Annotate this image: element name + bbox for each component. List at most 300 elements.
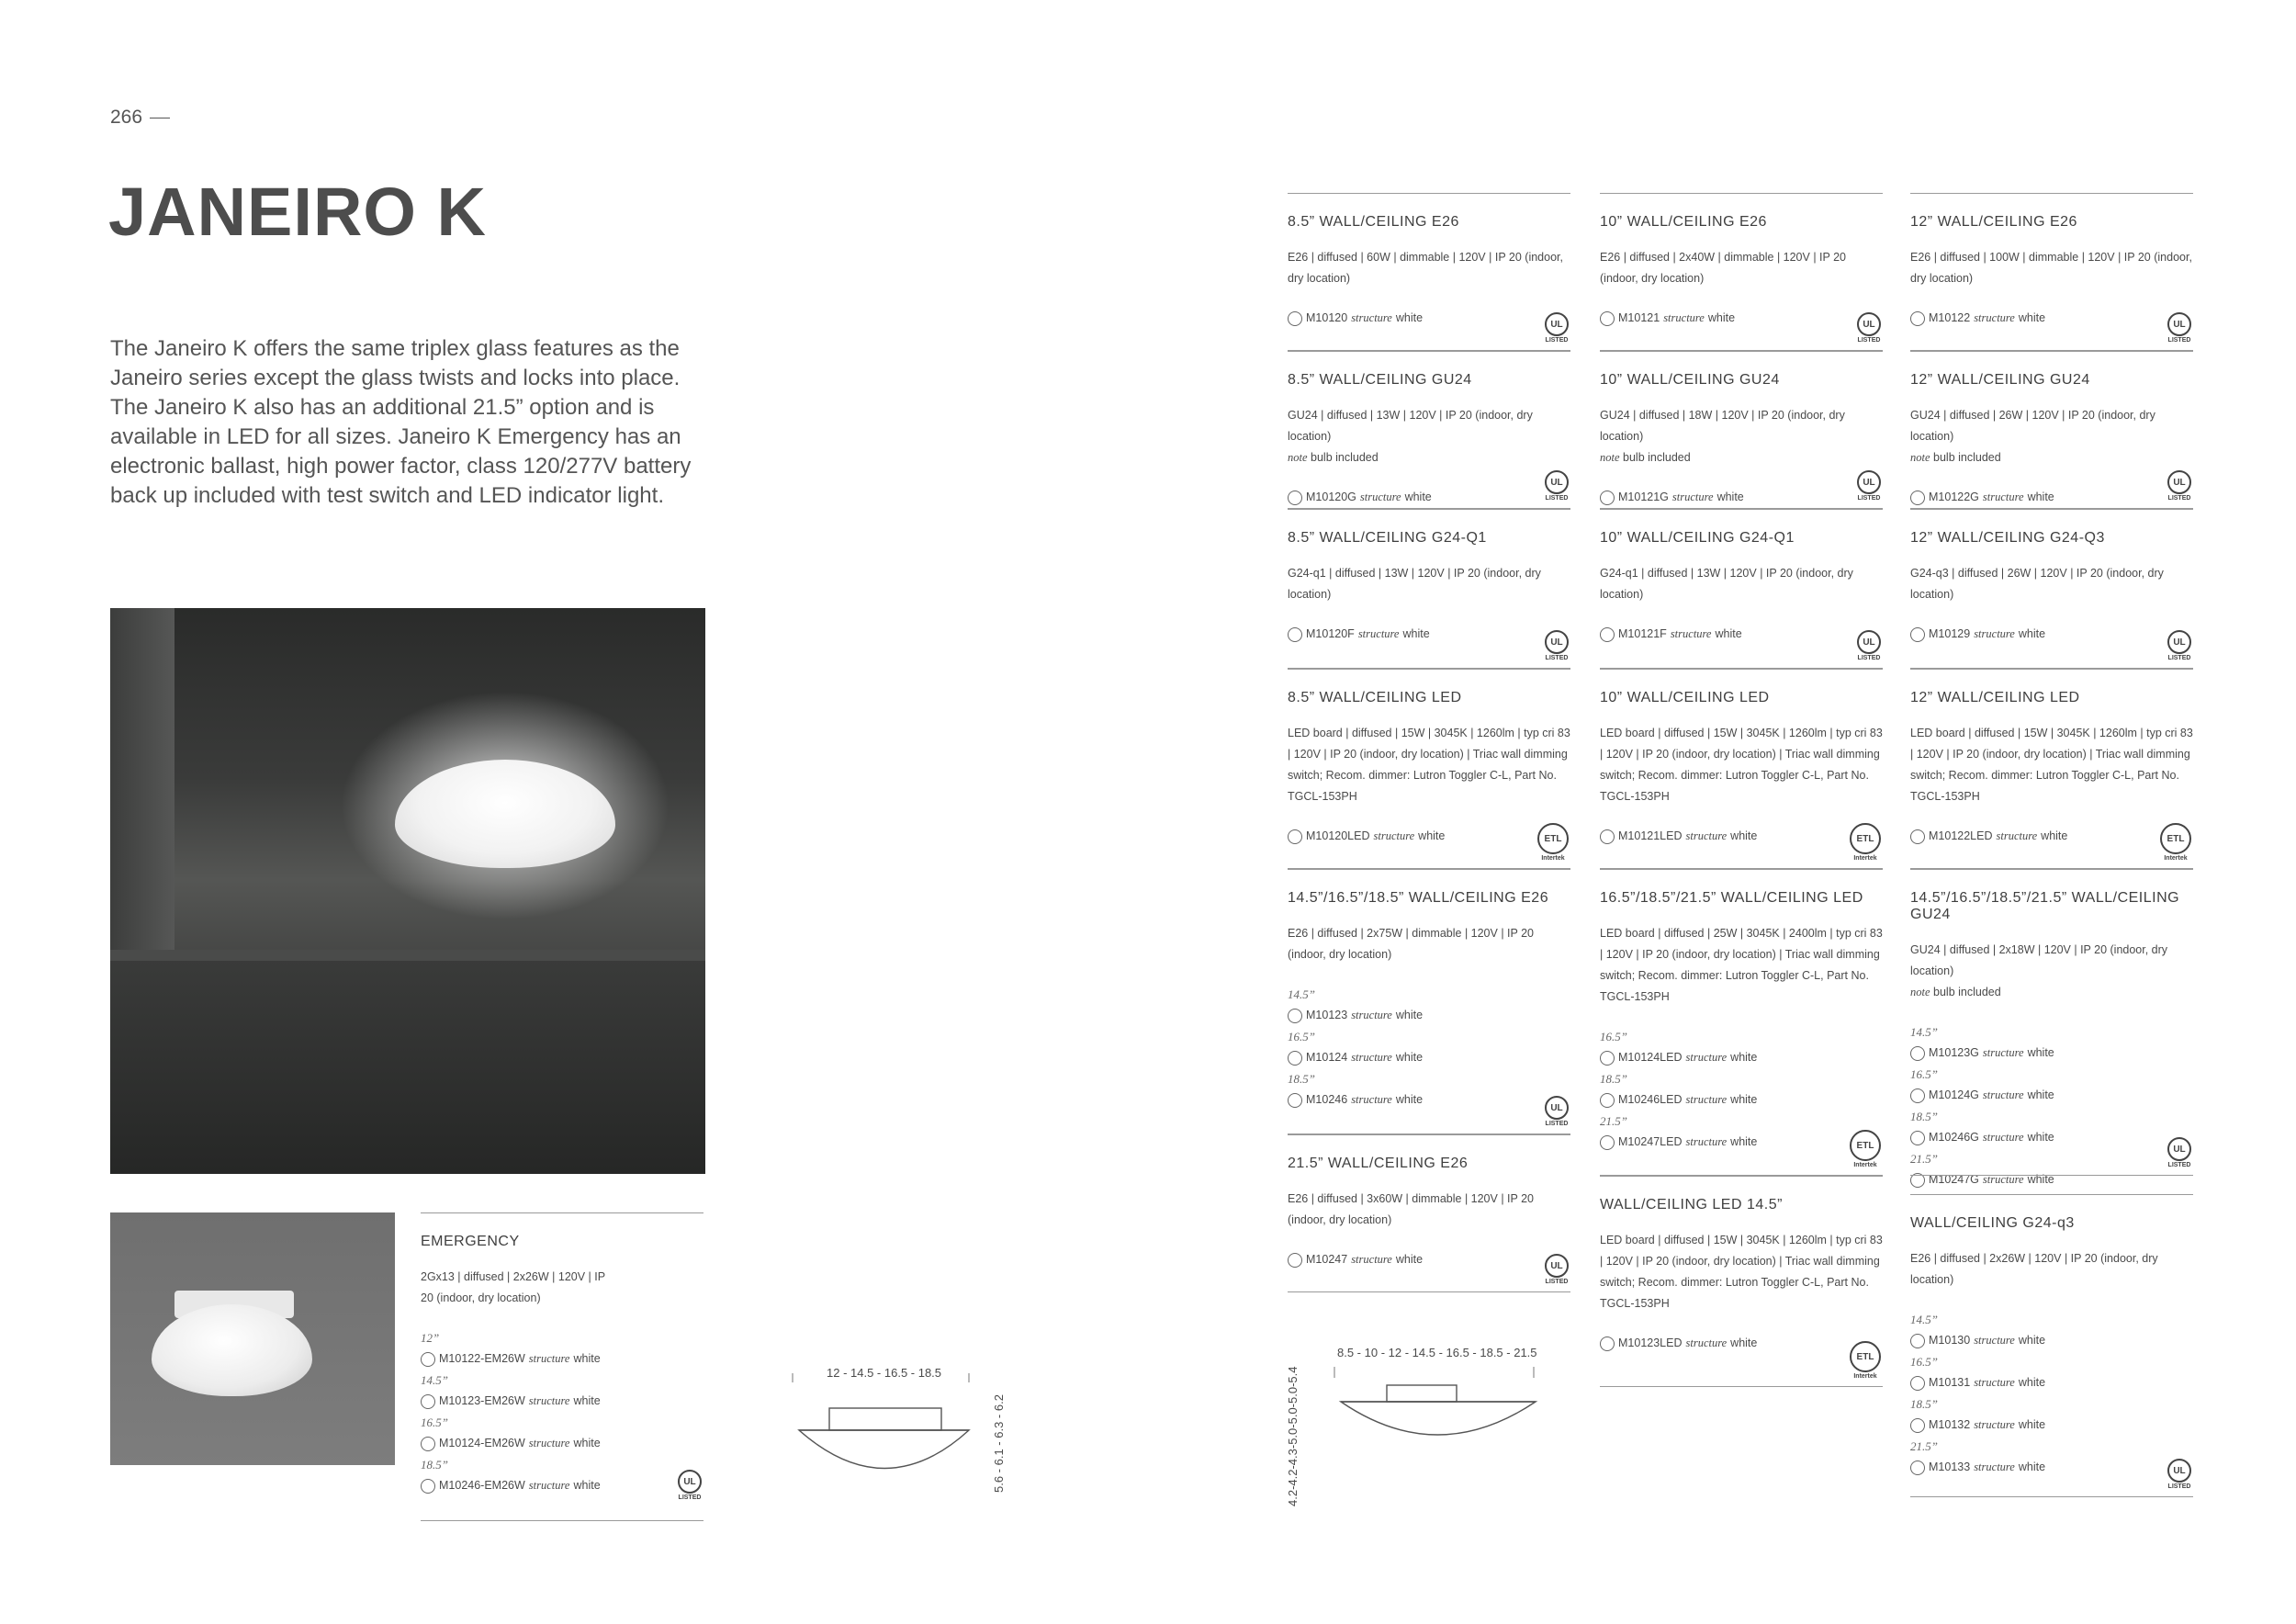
spec-block	[1910, 869, 2193, 1186]
ul-listed-icon	[1545, 1096, 1569, 1127]
spec-desc: E26 | diffused | 100W | dimmable | 120V | IP 20 (indoor, dry location)	[1910, 251, 2192, 285]
note-label: note	[1910, 986, 1930, 998]
note-text: bulb included	[1623, 451, 1691, 464]
cert-mark: UL	[1857, 630, 1881, 654]
finish: white	[2018, 1418, 2046, 1431]
cert-label: Intertek	[2164, 855, 2188, 862]
dimension-width-label: 8.5 - 10 - 12 - 14.5 - 16.5 - 18.5 - 21.5	[1337, 1346, 1537, 1359]
ul-listed-icon	[1545, 312, 1569, 344]
spec-block	[1288, 669, 1570, 869]
select-circle-icon[interactable]	[1600, 627, 1615, 642]
spec-title: 8.5” WALL/CEILING GU24	[1288, 372, 1472, 388]
variant-row[interactable]	[421, 1348, 703, 1370]
select-circle-icon[interactable]	[1288, 491, 1302, 505]
select-circle-icon[interactable]	[1600, 1135, 1615, 1150]
ul-listed-icon	[1545, 470, 1569, 502]
variant-row[interactable]	[1288, 487, 1570, 508]
structure-label: structure	[1671, 491, 1714, 503]
variant-list	[1910, 487, 2193, 508]
variant-list	[1910, 1021, 2193, 1190]
finish: white	[2027, 1088, 2054, 1101]
structure-label: structure	[1974, 1376, 2015, 1389]
cert-mark: UL	[1545, 630, 1569, 654]
finish: white	[1418, 829, 1446, 842]
variant-size: 18.5”	[1910, 1397, 1938, 1411]
spec-title: 12” WALL/CEILING G24-Q3	[1910, 530, 2105, 546]
variant-list	[421, 1327, 703, 1496]
spec-title: 8.5” WALL/CEILING E26	[1288, 214, 1459, 230]
select-circle-icon[interactable]	[1600, 1336, 1615, 1351]
ul-listed-icon: UL LISTED	[678, 1470, 702, 1501]
finish: white	[573, 1437, 601, 1449]
cert-label: LISTED	[1545, 337, 1569, 344]
variant-size: 14.5”	[1910, 1025, 1938, 1039]
cert-label: LISTED	[2167, 337, 2191, 344]
cert-mark: UL	[2167, 630, 2191, 654]
diagram-ceiling-profile	[1332, 1367, 1543, 1468]
variant-row[interactable]	[1910, 826, 2193, 847]
product-code: M10121G	[1618, 491, 1669, 503]
lamp-shade	[152, 1304, 312, 1396]
finish: white	[2027, 1046, 2054, 1059]
structure-label: structure	[1974, 1334, 2015, 1347]
cert-label: LISTED	[2167, 1162, 2191, 1168]
spec-desc: GU24 | diffused | 2x18W | 120V | IP 20 (indoor, dry location)	[1910, 943, 2168, 977]
finish: white	[573, 1352, 601, 1365]
spec-desc: E26 | diffused | 2x40W | dimmable | 120V | IP 20 (indoor, dry location)	[1600, 251, 1847, 285]
variant-size: 14.5”	[1910, 1313, 1938, 1326]
spec-block	[1910, 351, 2193, 509]
spec-desc: 2Gx13 | diffused | 2x26W | 120V | IP 20 (indoor, dry location)	[421, 1270, 605, 1304]
variant-list	[1910, 624, 2193, 645]
spec-block	[1910, 669, 2193, 869]
cert-label: Intertek	[1853, 1373, 1877, 1380]
cert-label: LISTED	[2167, 655, 2191, 661]
etl-intertek-icon	[1537, 823, 1569, 862]
spec-rule	[1600, 869, 1883, 870]
spec-note	[1600, 447, 1883, 468]
finish: white	[1730, 1336, 1758, 1349]
variant-size: 16.5”	[1910, 1067, 1938, 1081]
spec-rule	[1910, 351, 2193, 352]
select-circle-icon[interactable]	[1288, 1009, 1302, 1023]
finish: white	[1395, 1093, 1424, 1106]
spec-rule	[421, 1520, 703, 1521]
intro-paragraph: The Janeiro K also has an additional 21.5” option and is available in LED for all sizes. Janeiro K Emergency has an electronic ballast, high power factor, class 120/277V battery back up included with test switch and LED indicator light.	[110, 395, 692, 508]
finish: white	[1730, 1135, 1758, 1148]
select-circle-icon[interactable]	[1600, 829, 1615, 844]
variant-row[interactable]	[1910, 1415, 2193, 1436]
spec-desc: G24-q1 | diffused | 13W | 120V | IP 20 (indoor, dry location)	[1600, 567, 1853, 601]
spec-rule	[1910, 1194, 2193, 1195]
select-circle-icon[interactable]	[1910, 491, 1925, 505]
variant-size: 21.5”	[1910, 1152, 1938, 1166]
variant-list	[1600, 487, 1883, 508]
variant-size: 16.5”	[1910, 1355, 1938, 1369]
ul-listed-icon	[2167, 630, 2191, 661]
structure-label: structure	[1670, 627, 1712, 640]
variant-size: 21.5”	[1910, 1439, 1938, 1453]
spec-rule	[1910, 509, 2193, 510]
variant-row[interactable]	[1600, 1089, 1883, 1111]
variant-list	[1288, 1249, 1570, 1270]
structure-label: structure	[1982, 1088, 2024, 1101]
variant-size: 18.5”	[1910, 1110, 1938, 1123]
spec-title: 10” WALL/CEILING GU24	[1600, 372, 1780, 388]
spec-desc: E26 | diffused | 2x26W | 120V | IP 20 (indoor, dry location)	[1910, 1252, 2158, 1286]
finish: white	[1402, 627, 1430, 640]
select-circle-icon[interactable]	[1910, 1046, 1925, 1061]
cert-label: LISTED	[1545, 655, 1569, 661]
finish: white	[1716, 491, 1744, 503]
structure-label: structure	[1974, 627, 2015, 640]
spec-rule	[1288, 1134, 1570, 1135]
select-circle-icon[interactable]	[421, 1479, 435, 1494]
variant-row[interactable]	[421, 1433, 703, 1454]
structure-label: structure	[1357, 627, 1400, 640]
etl-intertek-icon	[1850, 1130, 1881, 1168]
spec-title: 10” WALL/CEILING LED	[1600, 690, 1770, 705]
finish: white	[1404, 491, 1432, 503]
select-circle-icon[interactable]	[1910, 829, 1925, 844]
note-label: note	[1288, 451, 1308, 464]
product-code: M10123	[1306, 1009, 1348, 1021]
spec-note	[1910, 982, 2193, 1003]
spec-block	[1600, 669, 1883, 869]
ul-listed-icon	[1545, 1254, 1569, 1285]
spec-rule	[1910, 193, 2193, 194]
spec-rule	[1288, 509, 1570, 510]
note-text: bulb included	[1311, 451, 1379, 464]
variant-row[interactable]	[1600, 487, 1883, 508]
structure-label: structure	[1351, 1093, 1392, 1106]
spec-title: 10” WALL/CEILING E26	[1600, 214, 1767, 230]
select-circle-icon[interactable]	[1910, 1131, 1925, 1145]
spec-title: 8.5” WALL/CEILING G24-Q1	[1288, 530, 1487, 546]
spec-block	[1288, 193, 1570, 351]
variant-size: 18.5”	[1288, 1072, 1315, 1086]
select-circle-icon[interactable]	[421, 1437, 435, 1451]
variant-row[interactable]	[421, 1391, 703, 1412]
variant-row[interactable]	[421, 1475, 703, 1496]
variant-row[interactable]	[1910, 1372, 2193, 1393]
variant-size: 21.5”	[1600, 1114, 1627, 1128]
cert-mark: UL	[1545, 312, 1569, 336]
finish: white	[1730, 1051, 1758, 1064]
select-circle-icon[interactable]	[421, 1394, 435, 1409]
variant-row[interactable]	[1600, 1132, 1883, 1153]
spec-block	[1600, 1176, 1883, 1387]
variant-size: 14.5”	[421, 1373, 448, 1387]
cert-mark: UL	[1545, 1096, 1569, 1120]
finish: white	[1395, 1009, 1424, 1021]
spec-block	[1910, 1194, 2193, 1497]
spec-rule	[1600, 1386, 1883, 1387]
variant-row[interactable]	[1910, 1330, 2193, 1351]
variant-row[interactable]	[1600, 624, 1883, 645]
structure-label: structure	[1685, 829, 1728, 842]
ul-listed-icon	[2167, 1137, 2191, 1168]
spec-block	[1288, 351, 1570, 509]
note-label: note	[1910, 451, 1930, 464]
dimension-width-label: 12 - 14.5 - 16.5 - 18.5	[827, 1366, 942, 1380]
cert-label: LISTED	[1857, 495, 1881, 502]
spec-desc: LED board | diffused | 15W | 3045K | 1260lm | typ cri 83 | 120V | IP 20 (indoor, dry location) | Triac wall dimming switch; Recom. dimmer: Lutron Toggler C-L, Part No. TGCL-153PH	[1288, 727, 1570, 803]
structure-label: structure	[1974, 1418, 2015, 1431]
cert-mark: UL	[2167, 470, 2191, 494]
cert-mark: ETL	[1850, 1130, 1881, 1161]
cert-label: LISTED	[1545, 1121, 1569, 1127]
spec-block	[1288, 1134, 1570, 1292]
select-circle-icon[interactable]	[1288, 1253, 1302, 1268]
variant-row[interactable]	[1910, 1457, 2193, 1478]
select-circle-icon[interactable]	[1910, 1088, 1925, 1103]
spec-block	[1288, 509, 1570, 669]
cert-label: LISTED	[1857, 655, 1881, 661]
spec-rule	[1288, 193, 1570, 194]
select-circle-icon[interactable]	[1288, 829, 1302, 844]
cert-mark: UL	[2167, 1137, 2191, 1161]
spec-note	[1910, 447, 2193, 468]
structure-label: structure	[1685, 1051, 1728, 1064]
variant-row[interactable]	[1910, 1043, 2193, 1064]
structure-label: structure	[1974, 311, 2015, 324]
finish: white	[1395, 1051, 1424, 1064]
select-circle-icon[interactable]	[1288, 1093, 1302, 1108]
variant-row[interactable]	[1910, 487, 2193, 508]
spec-desc: LED board | diffused | 15W | 3045K | 1260lm | typ cri 83 | 120V | IP 20 (indoor, dry location) | Triac wall dimming switch; Recom. dimmer: Lutron Toggler C-L, Part No. TGCL-153PH	[1600, 1234, 1883, 1310]
photo-ledge	[110, 950, 705, 961]
select-circle-icon[interactable]	[1288, 627, 1302, 642]
variant-row[interactable]	[1288, 826, 1570, 847]
product-code: M10124G	[1929, 1088, 1979, 1101]
cert-mark: UL	[1545, 1254, 1569, 1278]
spec-desc: G24-q3 | diffused | 26W | 120V | IP 20 (indoor, dry location)	[1910, 567, 2164, 601]
select-circle-icon[interactable]	[1600, 1093, 1615, 1108]
variant-row[interactable]	[1910, 308, 2193, 329]
product-code: M10132	[1929, 1418, 1971, 1431]
variant-row[interactable]	[1910, 1169, 2193, 1190]
spec-emergency	[421, 1212, 703, 1521]
variant-list	[1910, 1309, 2193, 1478]
spec-desc: G24-q1 | diffused | 13W | 120V | IP 20 (indoor, dry location)	[1288, 567, 1541, 601]
cert-mark: UL	[1545, 470, 1569, 494]
cert-label: LISTED	[2167, 1483, 2191, 1490]
variant-row[interactable]	[1600, 826, 1883, 847]
variant-list	[1600, 826, 1883, 847]
spec-block	[1910, 509, 2193, 669]
variant-row[interactable]	[1288, 624, 1570, 645]
variant-row[interactable]	[1288, 1249, 1570, 1270]
structure-label: structure	[1685, 1336, 1728, 1349]
variant-row[interactable]	[1288, 308, 1570, 329]
variant-row[interactable]	[1910, 624, 2193, 645]
select-circle-icon[interactable]	[1600, 311, 1615, 326]
spec-title: WALL/CEILING LED 14.5”	[1600, 1197, 1783, 1212]
product-code: M10247LED	[1618, 1135, 1683, 1148]
variant-row[interactable]	[1910, 1127, 2193, 1148]
structure-label: structure	[1685, 1093, 1728, 1106]
select-circle-icon[interactable]	[1910, 1376, 1925, 1391]
spec-title: 12” WALL/CEILING LED	[1910, 690, 2080, 705]
product-code: M10124LED	[1618, 1051, 1683, 1064]
cert-mark: UL	[1857, 312, 1881, 336]
ul-listed-icon	[1857, 470, 1881, 502]
select-circle-icon[interactable]	[1910, 1334, 1925, 1348]
structure-label: structure	[1982, 491, 2024, 503]
ul-listed-icon	[1545, 630, 1569, 661]
spec-desc: GU24 | diffused | 18W | 120V | IP 20 (indoor, dry location)	[1600, 409, 1845, 443]
finish: white	[2027, 1173, 2054, 1186]
etl-intertek-icon	[1850, 823, 1881, 862]
structure-label: structure	[1663, 311, 1705, 324]
spec-desc: GU24 | diffused | 26W | 120V | IP 20 (indoor, dry location)	[1910, 409, 2155, 443]
finish: white	[2018, 1460, 2046, 1473]
product-code: M10121LED	[1618, 829, 1683, 842]
cert-label: Intertek	[1853, 855, 1877, 862]
finish: white	[2027, 1131, 2054, 1144]
variant-list	[1288, 624, 1570, 645]
variant-size: 16.5”	[1600, 1030, 1627, 1043]
variant-row[interactable]	[1600, 1333, 1883, 1354]
cert-mark: ETL	[1850, 1341, 1881, 1372]
structure-label: structure	[528, 1352, 570, 1365]
product-code: M10246G	[1929, 1131, 1979, 1144]
structure-label: structure	[528, 1437, 570, 1449]
spec-rule	[1600, 1176, 1883, 1177]
finish: white	[2027, 491, 2054, 503]
spec-block	[1288, 869, 1570, 1134]
variant-list	[1288, 984, 1570, 1111]
spec-rule	[1910, 869, 2193, 870]
spec-desc: E26 | diffused | 2x75W | dimmable | 120V | IP 20 (indoor, dry location)	[1288, 927, 1535, 961]
variant-list	[1600, 1333, 1883, 1354]
structure-label: structure	[1982, 1131, 2024, 1144]
spec-block	[1600, 193, 1883, 351]
product-code: M10123LED	[1618, 1336, 1683, 1349]
spec-title: 10” WALL/CEILING G24-Q1	[1600, 530, 1795, 546]
cert-mark: UL	[2167, 312, 2191, 336]
variant-row[interactable]	[1288, 1047, 1570, 1068]
spec-rule	[1600, 193, 1883, 194]
spec-title: WALL/CEILING G24-q3	[1910, 1215, 2075, 1231]
finish: white	[2018, 1334, 2046, 1347]
structure-label: structure	[528, 1479, 570, 1492]
variant-list	[1600, 1026, 1883, 1153]
product-code: M10124-EM26W	[439, 1437, 525, 1449]
variant-list	[1910, 308, 2193, 329]
spec-desc: GU24 | diffused | 13W | 120V | IP 20 (indoor, dry location)	[1288, 409, 1533, 443]
ul-listed-icon	[2167, 1459, 2191, 1490]
spec-title: 8.5” WALL/CEILING LED	[1288, 690, 1462, 705]
select-circle-icon[interactable]	[421, 1352, 435, 1367]
variant-size: 12”	[421, 1331, 440, 1345]
etl-intertek-icon	[2160, 823, 2191, 862]
select-circle-icon[interactable]	[1600, 491, 1615, 505]
spec-rule	[1600, 669, 1883, 670]
variant-row[interactable]	[1600, 308, 1883, 329]
spec-title: 12” WALL/CEILING E26	[1910, 214, 2077, 230]
spec-rule	[1600, 509, 1883, 510]
note-text: bulb included	[1933, 451, 2001, 464]
select-circle-icon[interactable]	[1910, 627, 1925, 642]
product-code: M10120LED	[1306, 829, 1370, 842]
variant-row[interactable]	[1600, 1047, 1883, 1068]
variant-list	[1288, 487, 1570, 508]
structure-label: structure	[1373, 829, 1415, 842]
product-code: M10131	[1929, 1376, 1971, 1389]
select-circle-icon[interactable]	[1288, 311, 1302, 326]
structure-label: structure	[1982, 1173, 2024, 1186]
spec-title: 14.5”/16.5”/18.5” WALL/CEILING E26	[1288, 890, 1549, 906]
spec-rule	[1288, 669, 1570, 670]
variant-row[interactable]	[1288, 1089, 1570, 1111]
spec-title: 16.5”/18.5”/21.5” WALL/CEILING LED	[1600, 890, 1863, 906]
intro-text	[110, 334, 707, 511]
product-code: M10122LED	[1929, 829, 1993, 842]
product-photo-emergency	[110, 1212, 395, 1465]
finish: white	[1395, 1253, 1424, 1266]
cert-mark: ETL	[2160, 823, 2191, 854]
cert-label: LISTED	[1857, 337, 1881, 344]
dimension-height-label: 5.6 - 6.1 - 6.3 - 6.2	[992, 1394, 1006, 1493]
product-code: M10246	[1306, 1093, 1348, 1106]
variant-row[interactable]	[1910, 1085, 2193, 1106]
structure-label: structure	[1351, 1009, 1392, 1021]
product-photo-ceiling	[110, 608, 705, 1174]
select-circle-icon[interactable]	[1600, 1051, 1615, 1066]
spec-rule	[1910, 1496, 2193, 1497]
page-title: JANEIRO K	[108, 174, 487, 250]
spec-rule	[1600, 351, 1883, 352]
variant-list	[1910, 826, 2193, 847]
product-code: M10121	[1618, 311, 1660, 324]
variant-size: 16.5”	[421, 1415, 448, 1429]
note-text: bulb included	[1933, 986, 2001, 998]
select-circle-icon[interactable]	[1288, 1051, 1302, 1066]
select-circle-icon[interactable]	[1910, 1418, 1925, 1433]
spec-title: EMERGENCY	[421, 1234, 520, 1249]
structure-label: structure	[1351, 1253, 1392, 1266]
note-label: note	[1600, 451, 1620, 464]
variant-list	[1288, 826, 1570, 847]
spec-block	[1600, 351, 1883, 509]
finish: white	[1715, 627, 1742, 640]
select-circle-icon[interactable]	[1910, 1460, 1925, 1475]
variant-size: 18.5”	[1600, 1072, 1627, 1086]
structure-label: structure	[1351, 311, 1392, 324]
variant-size: 16.5”	[1288, 1030, 1315, 1043]
intro-paragraph: The Janeiro K offers the same triplex glass features as the Janeiro series except the glass twists and locks into place.	[110, 336, 681, 390]
cert-label: LISTED	[2167, 495, 2191, 502]
etl-intertek-icon	[1850, 1341, 1881, 1380]
product-code: M10120G	[1306, 491, 1356, 503]
select-circle-icon[interactable]	[1910, 311, 1925, 326]
variant-size: 14.5”	[1288, 987, 1315, 1001]
spec-desc: LED board | diffused | 15W | 3045K | 1260lm | typ cri 83 | 120V | IP 20 (indoor, dry location) | Triac wall dimming switch; Recom. dimmer: Lutron Toggler C-L, Part No. TGCL-153PH	[1910, 727, 2193, 803]
cert-label: Intertek	[1853, 1162, 1877, 1168]
product-code: M10120	[1306, 311, 1348, 324]
structure-label: structure	[1974, 1460, 2015, 1473]
page-number: 266	[110, 107, 170, 129]
variant-list	[1600, 624, 1883, 645]
variant-row[interactable]	[1288, 1005, 1570, 1026]
ul-listed-icon	[1857, 312, 1881, 344]
spec-title: 21.5” WALL/CEILING E26	[1288, 1156, 1469, 1171]
spec-rule	[1288, 1291, 1570, 1292]
product-code: M10133	[1929, 1460, 1971, 1473]
diagram-emergency-profile	[790, 1373, 974, 1483]
